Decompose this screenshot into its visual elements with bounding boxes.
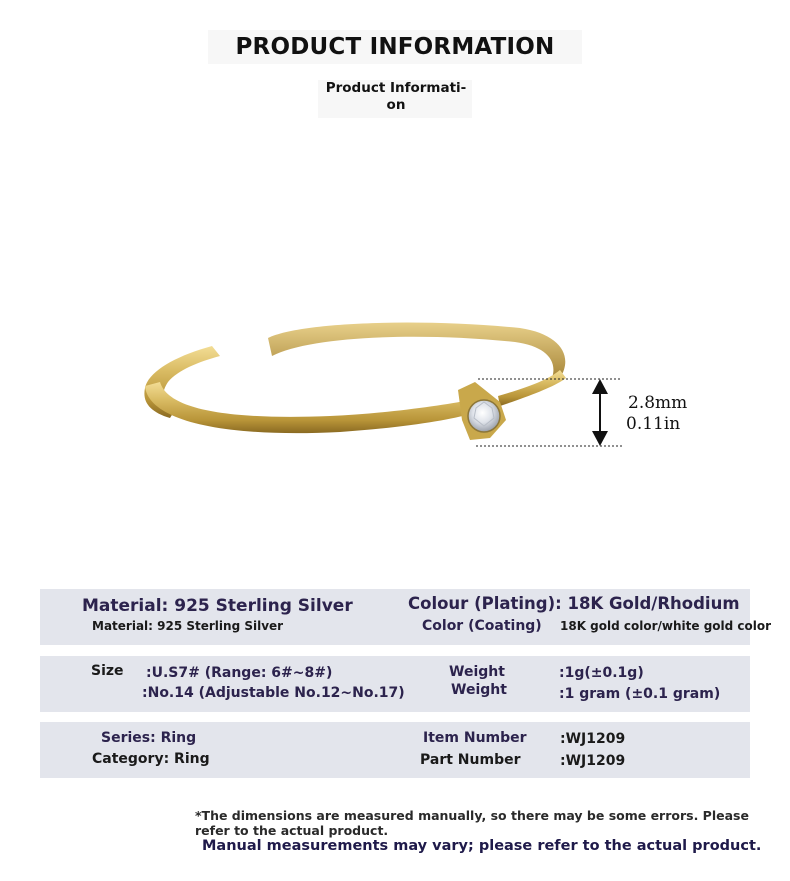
color-coating-value: 18K gold color/white gold color bbox=[560, 619, 772, 633]
item-number-label: Item Number bbox=[423, 730, 527, 746]
part-number-value: :WJ1209 bbox=[560, 753, 626, 769]
dimension-arrow-up-icon bbox=[592, 379, 608, 394]
part-number-label: Part Number bbox=[420, 752, 521, 768]
item-number-value: :WJ1209 bbox=[560, 731, 626, 747]
measurement-note: Manual measurements may vary; please refer to the actual product. bbox=[202, 838, 762, 854]
dimension-inch: 0.11in bbox=[626, 414, 681, 434]
page-title: PRODUCT INFORMATION bbox=[235, 34, 555, 60]
size-no-value: :No.14 (Adjustable No.12~No.17) bbox=[142, 685, 405, 701]
dimension-mm: 2.8mm bbox=[628, 393, 688, 413]
color-coating-label: Color (Coating) bbox=[422, 618, 542, 634]
weight-label-1: Weight bbox=[449, 664, 505, 680]
material-label-small: Material: 925 Sterling Silver bbox=[92, 619, 284, 633]
size-label: Size bbox=[91, 663, 124, 679]
category-label: Category: Ring bbox=[92, 751, 210, 767]
ring-band-front bbox=[145, 382, 470, 433]
weight-value-1: :1g(±0.1g) bbox=[559, 665, 644, 681]
size-us-value: :U.S7# (Range: 6#~8#) bbox=[146, 665, 333, 681]
weight-label-2: Weight bbox=[451, 682, 507, 698]
weight-value-2: :1 gram (±0.1 gram) bbox=[559, 686, 721, 702]
page-subtitle bbox=[318, 80, 474, 114]
ring-product-image bbox=[0, 120, 790, 580]
ring-band-back bbox=[268, 323, 565, 378]
material-label: Material: 925 Sterling Silver bbox=[82, 596, 353, 616]
subtitle-text: Product Informati-on bbox=[325, 80, 467, 113]
measurement-disclaimer: *The dimensions are measured manually, so there may be some errors. Please refer to the actual product. bbox=[195, 808, 749, 838]
ring-gemstone bbox=[468, 400, 500, 432]
colour-plating-label: Colour (Plating): 18K Gold/Rhodium bbox=[408, 594, 740, 613]
dimension-arrow-down-icon bbox=[592, 431, 608, 446]
series-label: Series: Ring bbox=[101, 730, 197, 746]
ring-band-right bbox=[498, 370, 566, 406]
